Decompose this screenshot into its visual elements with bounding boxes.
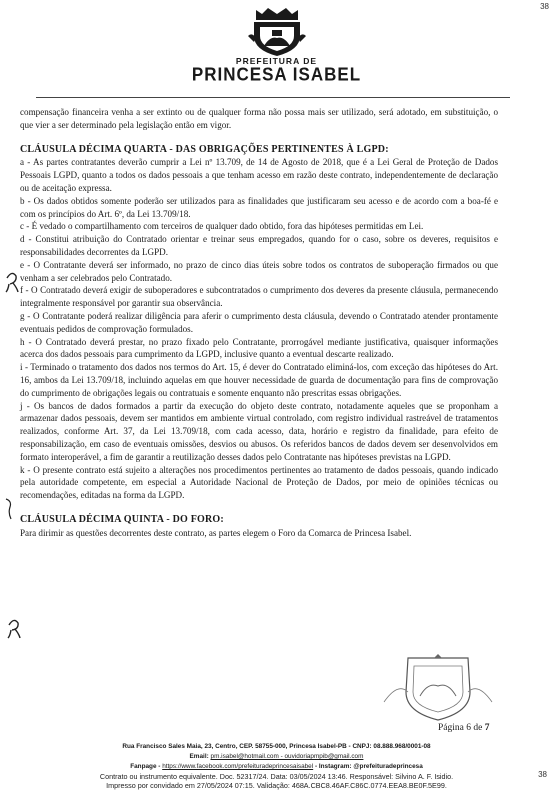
page-number-separator: de xyxy=(473,723,483,733)
page-number-current: 6 xyxy=(466,723,471,733)
footer-email-line xyxy=(0,752,553,762)
footer-fanpage-link[interactable]: https://www.facebook.com/prefeituradeprincesaisabel xyxy=(162,763,314,770)
letterhead-footer xyxy=(0,742,553,790)
city-name-wordmark: PRINCESA ISABEL xyxy=(191,64,362,85)
page-number-prefix: Página xyxy=(438,723,464,733)
clause-14-item-c: c - É vedado o compartilhamento com terceiros de qualquer dado obtido, fora das hipóteses permitidas em Lei. xyxy=(20,221,424,232)
page-counter-bottom: 38 xyxy=(538,770,547,779)
footer-instagram-handle[interactable]: @prefeituradeprincesa xyxy=(353,763,423,770)
clause-14-title: CLÁUSULA DÉCIMA QUARTA - DAS OBRIGAÇÕES PERTINENTES À LGPD: xyxy=(20,143,389,155)
footer-instagram-label: - Instagram: xyxy=(314,763,352,770)
footer-address: Rua Francisco Sales Maia, 23, Centro, CEP. 58755-000, Princesa Isabel-PB - CNPJ: 08.888.968/0001-08 xyxy=(122,743,431,750)
clause-14-item-j: j - Os bancos de dados formados a partir da execução do objeto deste contrato, notadamente aqueles que se proponham a armazenar dados pessoais, devem ser mantidos em ambiente virtual controlado, com registro individual rastreável de tratamentos realizados, conforme Art. 37, da Lei 13.709/18, com cada acesso, data, horário e registro da finalidade, para efeito de responsabilização, em caso de eventuais omissões, desvios ou abusos. Os referidos bancos de dados devem ser desenvolvidos em formato interoperável, a fim de garantir a reutilização desses dados pelo Contratante nas hipóteses previstas na LGPD. xyxy=(20,400,498,462)
page-counter-top: 38 xyxy=(540,2,549,11)
intro-paragraph: compensação financeira venha a ser extinto ou de qualquer forma não possa mais ser utilizado, será adotado, em substituição, o que vier a ser determinado pela legislação então em vigor. xyxy=(20,107,498,130)
clause-14-item-b: b - Os dados obtidos somente poderão ser utilizados para as finalidades que justificaram seu acesso e de acordo com a boa-fé e com os princípios do Art. 6º, da Lei 13.709/18. xyxy=(20,195,498,219)
document-body xyxy=(20,106,498,540)
clause-14-item-f: f - O Contratado deverá exigir de suboperadores e subcontratados o cumprimento dos deveres da presente cláusula, permanecendo integralmente responsável por garantir sua observância. xyxy=(20,285,498,309)
clause-15-title: CLÁUSULA DÉCIMA QUINTA - DO FORO: xyxy=(20,513,224,525)
footer-fanpage-label: Fanpage - xyxy=(130,763,161,770)
city-seal-watermark-stamp xyxy=(378,652,498,722)
clause-14-item-d: d - Constitui atribuição do Contratado orientar e treinar seus empregados, quando for o caso, sobre os deveres, requisitos e responsabilidades decorrentes da LGPD. xyxy=(20,234,498,257)
city-crest-logo xyxy=(248,6,306,58)
handwritten-margin-mark xyxy=(2,497,16,521)
page-number xyxy=(438,723,489,733)
digital-signature-line-2: Impresso por convidado em 27/05/2024 07:15. Validação: 468A.CBC8.46AF.C86C.0774.EEA8.BE0F.5E99. xyxy=(106,781,447,790)
clause-15-text: Para dirimir as questões decorrentes deste contrato, as partes elegem o Foro da Comarca de Princesa Isabel. xyxy=(20,527,412,538)
clause-14-item-g: g - O Contratante poderá realizar diligência para aferir o cumprimento desta cláusula, devendo o Contratado atender prontamente eventuais pedidos de comprovação formulados. xyxy=(20,310,498,334)
clause-14-item-i: i - Terminado o tratamento dos dados nos termos do Art. 15, é dever do Contratado eliminá-los, com exceção das hipóteses do Art. 16, ambos da Lei 13.709/18, incluindo aquelas em que houver necessidade de guarda de documentação para fins de comprovação do cumprimento de obrigações legais ou contratuais e somente enquanto não prescritas essas obrigações. xyxy=(20,362,498,398)
clause-14-item-h: h - O Contratado deverá prestar, no prazo fixado pelo Contratante, prorrogável mediante justificativa, quaisquer informações acerca dos dados pessoais para cumprimento da LGPD, inclusive quanto a eventual descarte realizado. xyxy=(20,336,498,360)
handwritten-initial-mark xyxy=(4,268,20,294)
digital-signature-line-1: Contrato ou instrumento equivalente. Doc. 52317/24. Data: 03/05/2024 13:46. Responsável: Silvino A. F. Isidio. xyxy=(99,772,454,781)
footer-social-line xyxy=(0,762,553,772)
footer-email-label: Email: xyxy=(189,753,209,760)
header-divider xyxy=(36,97,510,98)
footer-email-link[interactable]: pm.isabel@hotmail.com - ouvidoriapmpib@gmail.com xyxy=(210,753,364,760)
clause-14-item-e: e - O Contratante deverá ser informado, no prazo de cinco dias úteis sobre todos os contratos de suboperação firmados ou que venham a ser celebrados pelo Contratado. xyxy=(20,259,498,283)
clause-14-item-k: k - O presente contrato está sujeito a alterações nos procedimentos pertinentes ao tratamento de dados pessoais, quando indicado pela autoridade competente, em especial a Autoridade Nacional de Proteção de Dados, por meio de opiniões técnicas ou recomendações, editadas na forma da LGPD. xyxy=(20,464,498,501)
handwritten-initial-mark-2 xyxy=(6,615,22,639)
clause-14-item-a: a - As partes contratantes deverão cumprir a Lei nº 13.709, de 14 de Agosto de 2018, que é a Lei Geral de Proteção de Dados Pessoais LGPD, quanto a todos os dados pessoais a que tenham acesso em razão deste contrato, independentemente de declaração ou de aceitação expressa. xyxy=(20,157,498,193)
page-number-total: 7 xyxy=(484,723,490,733)
letterhead xyxy=(0,6,553,83)
prefeitura-label: PREFEITURA DE xyxy=(235,56,318,66)
